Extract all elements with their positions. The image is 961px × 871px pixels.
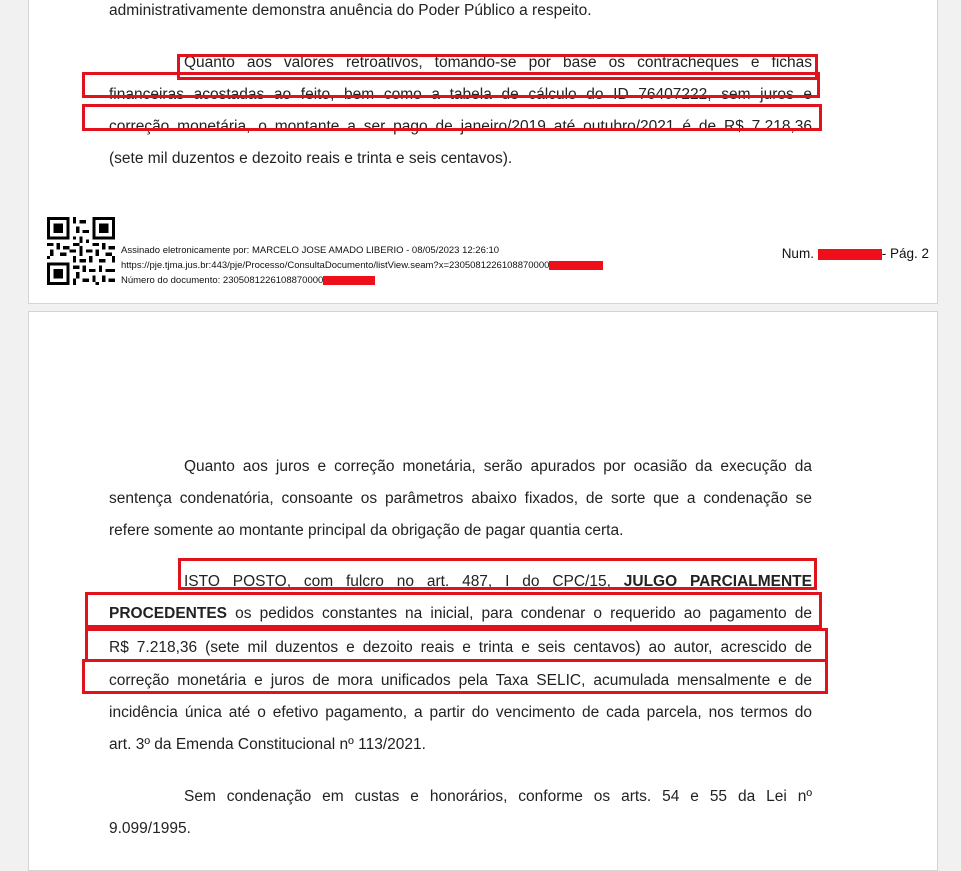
signature-line: Assinado eletronicamente por: MARCELO JOSE AMADO LIBERIO - 08/05/2023 12:26:10 [121, 245, 500, 256]
bold-text: PROCEDENTES [109, 605, 227, 622]
text-line: Sem condenação em custas e honorários, conforme os arts. 54 e 55 da Lei nº [184, 788, 812, 805]
page-label: - Pág. 2 [881, 246, 929, 261]
page-number [782, 246, 929, 261]
text-line: sentença condenatória, consoante os parâmetros abaixo fixados, de sorte que a condenação se [109, 490, 812, 507]
text-line: (sete mil duzentos e dezoito reais e trinta e seis centavos). [109, 150, 513, 167]
document-page-2 [28, 311, 938, 871]
document-page-1 [28, 0, 938, 304]
text-span: ISTO POSTO, com fulcro no art. 487, I do CPC/15, [184, 573, 624, 590]
num-label: Num. [781, 246, 814, 261]
text-line: correção monetária, o montante a ser pago de janeiro/2019 até outubro/2021 é de R$ 7.218,36 [109, 118, 812, 135]
text-line: Quanto aos valores retroativos, tomando-se por base os contracheques e fichas [184, 54, 812, 71]
document-number-text: Número do documento: 2305081226108870000 [121, 275, 324, 286]
text-line: Quanto aos juros e correção monetária, serão apurados por ocasião da execução da [184, 458, 812, 475]
text-line: correção monetária e juros de mora unificados pela Taxa SELIC, acumulada mensalmente e de [109, 672, 812, 689]
redaction-mark [323, 276, 375, 285]
text-line: R$ 7.218,36 (sete mil duzentos e dezoito reais e trinta e seis centavos) ao autor, acrescido de [109, 639, 812, 656]
text-line [109, 604, 812, 624]
text-line: financeiras acostadas ao feito, bem como a tabela de cálculo do ID 76407222, sem juros e [109, 86, 812, 103]
document-number [121, 275, 375, 287]
document-url-text[interactable]: https://pje.tjma.jus.br:443/pje/Processo/ConsultaDocumento/listView.seam?x=2305081226108870000 [121, 260, 550, 271]
text-line: administrativamente demonstra anuência do Poder Público a respeito. [109, 2, 592, 19]
redaction-mark [549, 261, 603, 270]
text-line: 9.099/1995. [109, 820, 191, 837]
text-span: os pedidos constantes na inicial, para condenar o requerido ao pagamento de [227, 605, 812, 622]
bold-text: JULGO PARCIALMENTE [623, 573, 812, 590]
document-url[interactable] [121, 260, 603, 272]
text-line [184, 572, 812, 592]
text-line: art. 3º da Emenda Constitucional nº 113/2021. [109, 736, 426, 753]
qr-code-icon [47, 217, 115, 285]
redaction-mark [818, 249, 882, 260]
text-line: incidência única até o efetivo pagamento, a partir do vencimento de cada parcela, nos termos do [109, 704, 812, 721]
text-line: refere somente ao montante principal da obrigação de pagar quantia certa. [109, 522, 624, 539]
